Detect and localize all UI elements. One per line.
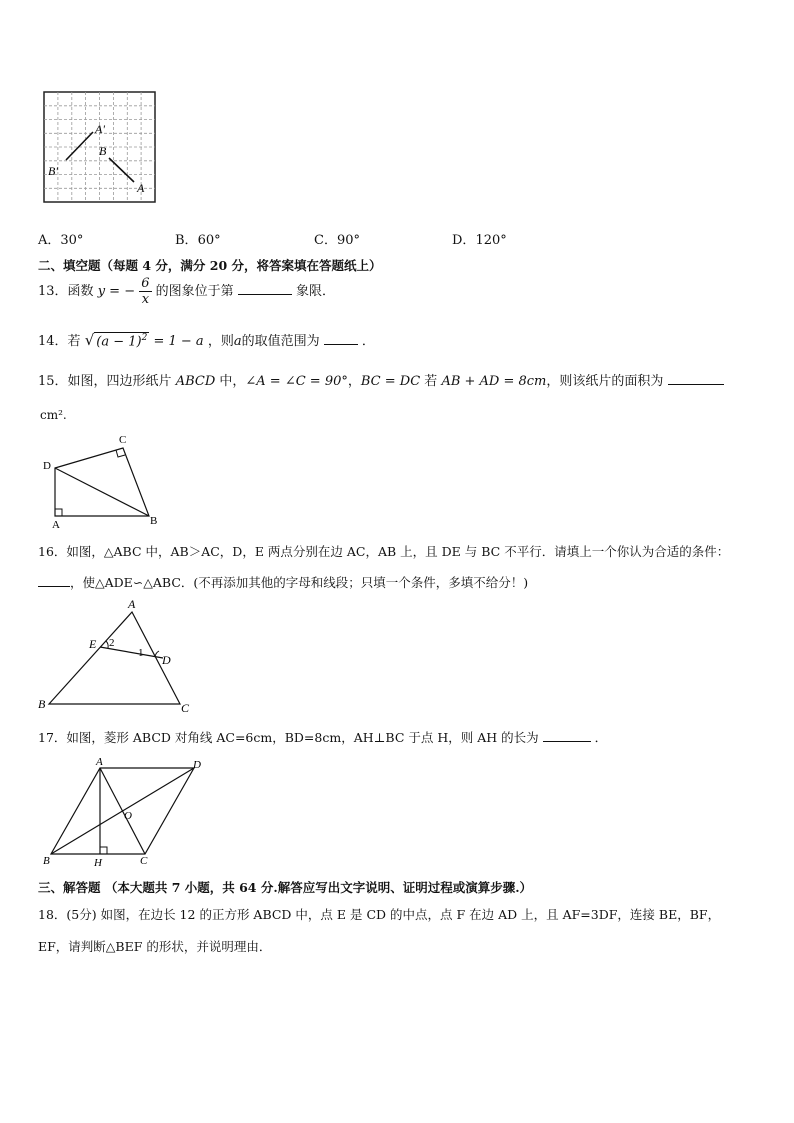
- angle-label-1: 1: [138, 647, 144, 659]
- sqrt-expression: $(a - 1)^2$: [96, 332, 148, 349]
- answer-blank-17[interactable]: [543, 729, 591, 742]
- question-16-line-2: ，使△ADE∽△ABC．(不再添加其他的字母和线段；只填一个条件，多填不给分！): [38, 573, 528, 591]
- section-3-title: 三、解答题 （本大题共 7 小题，共 64 分.解答应写出文字说明、证明过程或演算步骤.）: [38, 880, 533, 895]
- label-d: D: [193, 759, 201, 771]
- angle-label-2: 2: [109, 637, 115, 649]
- label-b-prime: B': [48, 164, 58, 178]
- figure-16-triangle: [34, 596, 204, 718]
- label-a: A: [96, 756, 103, 768]
- question-16-line-1: 16．如图，△ABC 中，AB＞AC，D，E 两点分别在边 AC，AB 上，且 DE 与 BC 不平行．请填上一个你认为合适的条件：: [38, 544, 730, 559]
- answer-blank-15[interactable]: [668, 372, 724, 385]
- label-h: H: [94, 857, 102, 869]
- answer-blank-14[interactable]: [324, 332, 358, 345]
- label-d: D: [162, 653, 171, 667]
- answer-blank-13[interactable]: [238, 282, 292, 295]
- label-b: B: [43, 855, 50, 867]
- label-a: A: [52, 519, 60, 530]
- label-a: A: [128, 597, 136, 611]
- question-13: 13．函数 y = − $\frac{6}{x}$ 的图象位于第 象限．: [38, 276, 335, 307]
- label-b: B: [99, 144, 107, 158]
- figure-17-rhombus: [38, 756, 208, 871]
- question-15: 15．如图，四边形纸片 ABCD 中，∠A = ∠C = 90°，BC = DC 若 AB + AD = 8cm，则该纸片的面积为: [38, 370, 724, 389]
- label-c: C: [140, 855, 148, 867]
- grid-figure: [40, 88, 160, 206]
- option-a[interactable]: A．30°: [38, 233, 84, 248]
- label-b: B: [38, 697, 46, 711]
- label-o: O: [124, 810, 132, 822]
- label-a-prime: A': [95, 122, 105, 136]
- question-18-line-2: EF，请判断△BEF 的形状，并说明理由．: [38, 939, 272, 954]
- question-14: 14．若 √ $(a - 1)^2 = 1 - a$ ，则a的取值范围为 ．: [38, 331, 375, 349]
- option-d[interactable]: D．120°: [452, 233, 507, 248]
- label-d: D: [43, 460, 51, 472]
- question-17: 17．如图，菱形 ABCD 对角线 AC=6cm，BD=8cm，AH⊥BC 于点 H，则 AH 的长为 ．: [38, 730, 608, 745]
- label-b: B: [150, 515, 158, 527]
- label-c: C: [119, 434, 127, 446]
- answer-blank-16[interactable]: [38, 574, 70, 587]
- option-c[interactable]: C．90°: [314, 233, 360, 248]
- label-c: C: [181, 701, 190, 715]
- fraction-6-over-x: $\frac{6}{x}$: [141, 276, 150, 307]
- section-2-title: 二、填空题（每题 4 分，满分 20 分，将答案填在答题纸上）: [38, 258, 382, 273]
- option-b[interactable]: B．60°: [175, 233, 221, 248]
- figure-15-quadrilateral: [38, 430, 168, 530]
- label-e: E: [89, 637, 97, 651]
- unit-cm2: cm².: [40, 408, 67, 422]
- label-a: A: [137, 181, 145, 195]
- question-18-line-1: 18．(5分) 如图，在边长 12 的正方形 ABCD 中，点 E 是 CD 的中点，点 F 在边 AD 上，且 AF=3DF，连接 BE，BF，: [38, 907, 721, 922]
